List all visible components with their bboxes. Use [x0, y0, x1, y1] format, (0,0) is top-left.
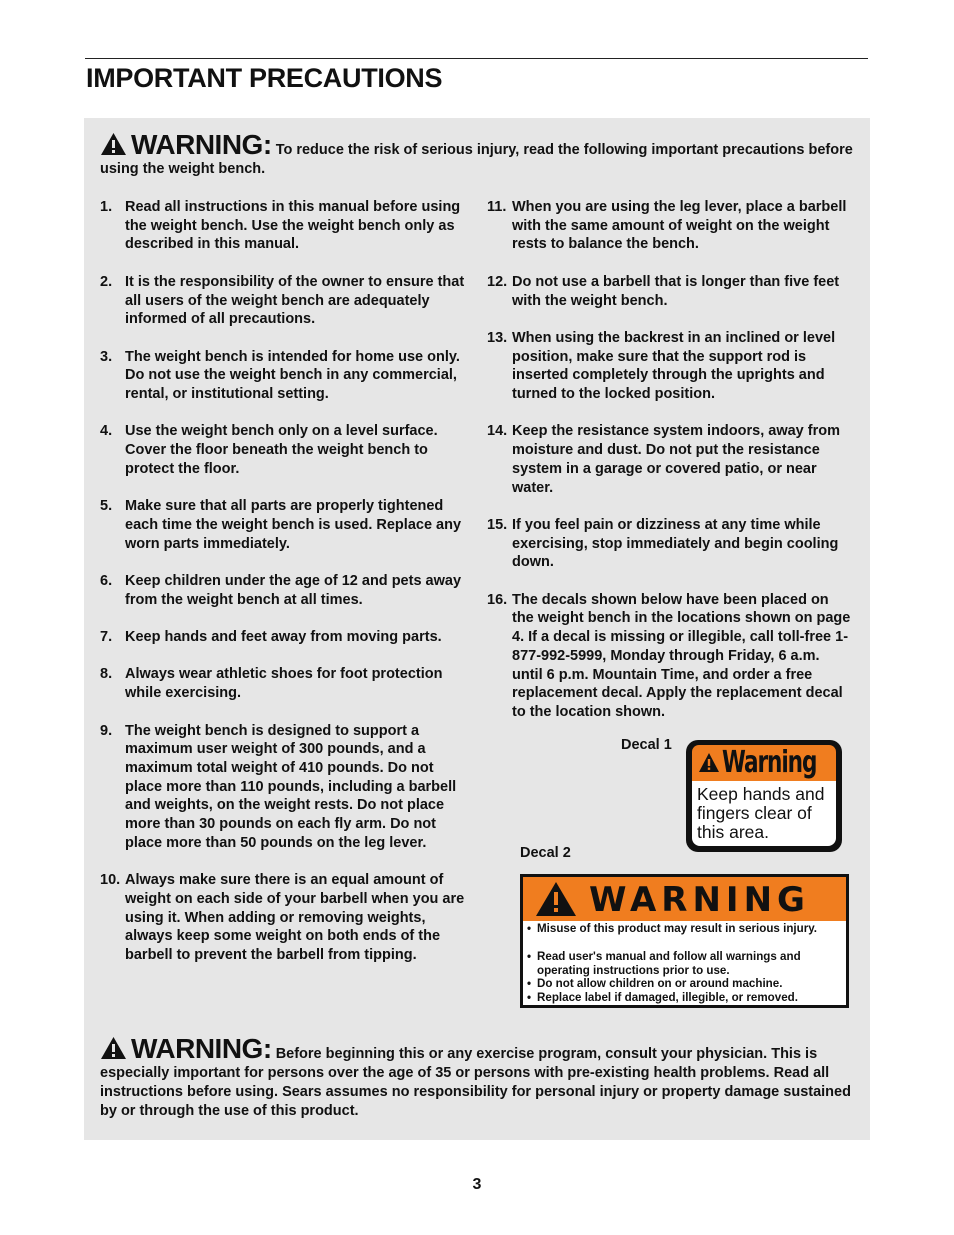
item-number: 11. — [487, 199, 507, 215]
precaution-item — [487, 198, 853, 254]
decal2-label: Decal 2 — [520, 845, 571, 861]
item-number: 1. — [100, 199, 113, 215]
precaution-item — [100, 628, 466, 647]
item-number: 5. — [100, 498, 113, 515]
precaution-item — [100, 871, 466, 965]
item-number: 8. — [100, 666, 113, 683]
decal1-label: Decal 1 — [621, 737, 672, 753]
item-number: 16. — [487, 591, 508, 608]
item-text: When using the backrest in an inclined or level position, make sure that the support rod is inserted completely through the uprights and turned to the locked position. — [512, 329, 836, 402]
precaution-item — [100, 198, 466, 254]
item-text: Always make sure there is an equal amount of weight on each side of your barbell when you are using it. When adding or removing weights, always keep some weight on both ends of the barbell to prevent the barbell from tipping. — [125, 872, 465, 963]
precaution-item — [100, 273, 466, 329]
item-text: Do not use a barbell that is longer than five feet with the weight bench. — [512, 273, 840, 309]
warning-triangle-icon — [100, 132, 127, 156]
item-number: 14. — [487, 423, 508, 440]
item-text: Use the weight bench only on a level surface. Cover the floor beneath the weight bench to protect the floor. — [125, 423, 438, 477]
item-text: The decals shown below have been placed on the weight bench in the locations shown on page 4. If a decal is missing or illegible, call toll-free 1-877-992-5999, Monday through Friday, 6 a.m. until 6 p.m. Mountain Time, and order a free replacement decal. Apply the replacement decal to the location shown. — [512, 591, 851, 720]
item-number: 10. — [100, 872, 121, 889]
warning-text: Before beginning this or any exercise program, consult your physician. This is especially important for persons over the age of 35 or persons with pre-existing health problems. Read all instructions before using. Sears assumes no responsibility for personal injury or property damage sustained by or through the use of this product. — [100, 1046, 851, 1119]
precaution-item — [100, 665, 466, 702]
item-text: Keep the resistance system indoors, away from moisture and dust. Do not put the resistance system in a garage or covered patio, or near water. — [512, 423, 840, 496]
page-title: IMPORTANT PRECAUTIONS — [86, 63, 443, 93]
warning-triangle-icon — [100, 1036, 127, 1060]
warning-triangle-icon — [698, 752, 720, 773]
precaution-item — [100, 422, 466, 478]
precaution-item — [100, 722, 466, 853]
precaution-item — [100, 572, 466, 609]
decal2-bullet: • Do not allow children on or around machine. — [527, 977, 783, 990]
precautions-right-column — [487, 198, 853, 740]
item-number: 9. — [100, 722, 113, 739]
item-text: Read all instructions in this manual before using the weight bench. Use the weight bench only as described in this manual. — [125, 199, 461, 253]
item-text: It is the responsibility of the owner to ensure that all users of the weight bench are adequately informed of all precautions. — [125, 273, 465, 328]
precaution-item — [487, 273, 853, 310]
warning-text: To reduce the risk of serious injury, read the following important precautions before using the weight bench. — [100, 142, 853, 177]
item-number: 3. — [100, 348, 113, 365]
item-text: Always wear athletic shoes for foot protection while exercising. — [125, 666, 443, 702]
item-text: If you feel pain or dizziness at any time while exercising, stop immediately and begin cooling down. — [512, 516, 839, 571]
item-text: The weight bench is designed to support a maximum user weight of 300 pounds, and a maximum total weight of 410 pounds. Do not place more than 110 pounds, including a barbell and weights, on the weight rests. Do not place more than 30 pounds on each fly arm. Do not place more than 50 pounds on the leg lever. — [125, 722, 457, 851]
warning-bottom — [100, 1033, 856, 1121]
decal2-body — [523, 921, 846, 1005]
item-text: Make sure that all parts are properly tightened each time the weight bench is used. Replace any worn parts immediately. — [125, 498, 462, 552]
item-text: Keep children under the age of 12 and pets away from the weight bench at all times. — [125, 572, 462, 608]
item-number: 7. — [100, 629, 113, 646]
item-text: When you are using the leg lever, place a barbell with the same amount of weight on the weight rests to balance the bench. — [512, 199, 847, 253]
decal1-body — [692, 781, 836, 846]
warning-heading: WARNING: — [131, 129, 272, 160]
decal1-heading: Warning — [722, 745, 817, 780]
item-number: 4. — [100, 423, 113, 440]
decal2-bullet: • Read user's manual and follow all warnings and operating instructions prior to use. — [527, 950, 801, 977]
decal2-bullet: • Replace label if damaged, illegible, or removed. — [527, 991, 798, 1004]
page-number: 3 — [472, 1176, 482, 1193]
decal1-text: Keep hands and fingers clear of this area. — [697, 784, 825, 842]
warning-heading: WARNING: — [131, 1033, 272, 1064]
item-number: 13. — [487, 329, 508, 346]
top-rule — [85, 58, 868, 59]
item-text: Keep hands and feet away from moving parts. — [125, 629, 442, 646]
warning-triangle-icon — [535, 881, 577, 917]
decal2-bullet: • Misuse of this product may result in serious injury. — [527, 922, 818, 935]
item-text: The weight bench is intended for home use only. Do not use the weight bench in any commercial, rental, or institutional setting. — [125, 348, 460, 402]
decal2 — [520, 874, 849, 1008]
precautions-left-column — [100, 198, 466, 983]
precaution-item — [487, 516, 853, 572]
precaution-item — [487, 591, 853, 722]
item-number: 12. — [487, 273, 508, 290]
precaution-item — [487, 329, 853, 404]
precaution-item — [100, 497, 466, 553]
decal2-header — [523, 877, 846, 921]
decal1 — [686, 740, 842, 852]
precaution-item — [100, 348, 466, 404]
item-number: 2. — [100, 273, 113, 290]
precaution-item — [487, 422, 853, 497]
precautions-panel — [84, 118, 870, 1140]
item-number: 6. — [100, 572, 113, 589]
warning-top — [100, 129, 856, 179]
decal1-header — [692, 745, 836, 781]
decal2-heading: WARNING — [589, 880, 810, 920]
item-number: 15. — [487, 516, 508, 533]
